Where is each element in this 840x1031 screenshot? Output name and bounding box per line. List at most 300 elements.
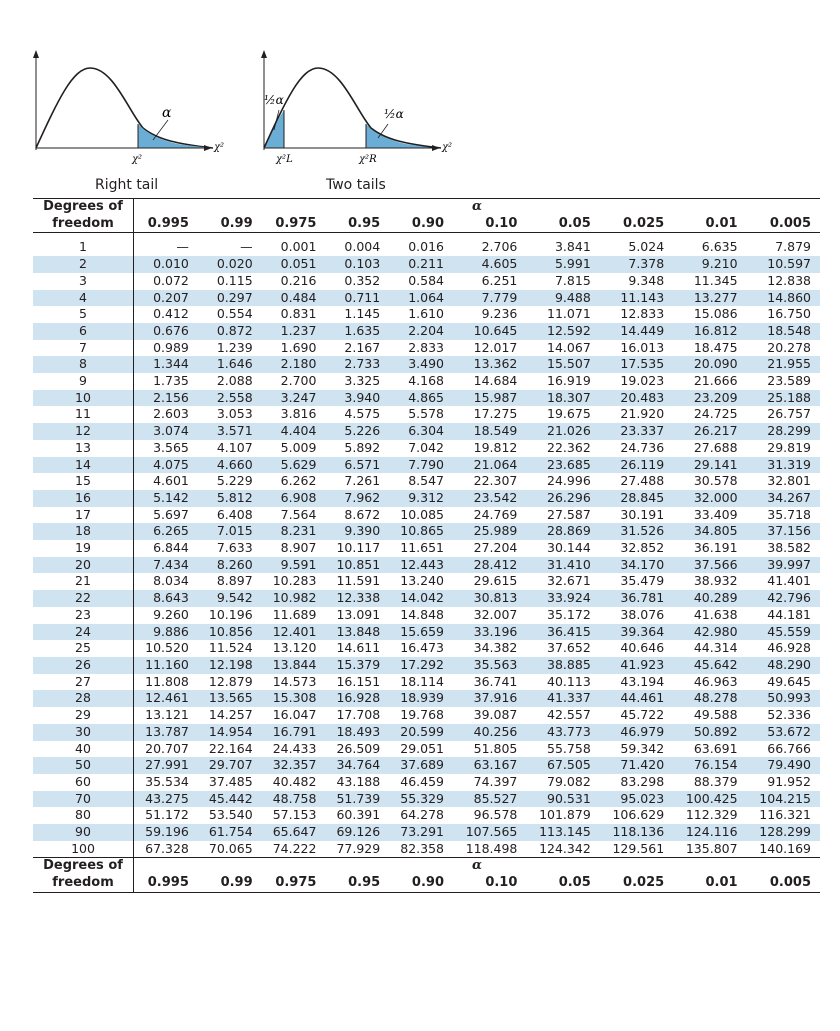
critical-value-cell: 10.865 xyxy=(389,523,453,540)
table-row xyxy=(33,674,820,691)
table-row xyxy=(33,707,820,724)
critical-value-cell: 53.540 xyxy=(208,807,253,823)
critical-value-cell: 10.085 xyxy=(400,506,444,522)
critical-value-cell: 3.490 xyxy=(389,356,453,373)
critical-value-cell: 20.278 xyxy=(767,339,811,355)
critical-value-cell: 4.660 xyxy=(198,457,262,474)
critical-value-cell: 7.879 xyxy=(775,239,811,255)
critical-value-cell: 26.509 xyxy=(336,740,381,756)
table-row xyxy=(33,607,820,624)
table-header-row-top xyxy=(33,199,820,216)
right-tail-caption: Right tail xyxy=(95,177,159,193)
critical-value-cell: 20.483 xyxy=(600,390,673,407)
degrees-of-freedom-cell: 16 xyxy=(33,490,134,507)
critical-value-cell: 7.779 xyxy=(453,290,526,307)
critical-value-cell: 10.196 xyxy=(208,606,253,622)
critical-value-cell: 45.442 xyxy=(198,791,262,808)
critical-value-cell: 23.542 xyxy=(453,490,526,507)
critical-value-cell: 1.344 xyxy=(134,356,198,373)
critical-value-cell: 16.919 xyxy=(547,373,591,389)
critical-value-cell: 82.358 xyxy=(400,840,444,856)
critical-value-cell: 7.564 xyxy=(280,506,317,522)
critical-value-cell: 129.561 xyxy=(612,840,665,856)
right-tail-figure xyxy=(28,40,268,180)
critical-value-cell: 14.067 xyxy=(547,339,591,355)
critical-value-cell: 1.690 xyxy=(280,339,317,355)
critical-value-cell: 14.257 xyxy=(208,707,253,723)
critical-value-cell: 0.216 xyxy=(280,272,317,288)
chi-square-table xyxy=(33,198,820,893)
table-row xyxy=(33,356,820,373)
critical-value-cell: 9.886 xyxy=(134,624,198,641)
degrees-of-freedom-cell: 28 xyxy=(33,690,134,707)
critical-value-cell: 0.584 xyxy=(408,272,444,288)
two-tails-right-critical-label: χ²R xyxy=(359,154,377,165)
degrees-of-freedom-cell: 24 xyxy=(33,624,134,641)
critical-value-cell: 55.758 xyxy=(547,740,591,756)
critical-value-cell: 7.962 xyxy=(325,490,389,507)
critical-value-cell: 1.239 xyxy=(216,339,253,355)
critical-value-cell: 118.136 xyxy=(600,824,673,841)
critical-value-cell: 16.151 xyxy=(336,673,381,689)
degrees-of-freedom-cell: 23 xyxy=(33,607,134,624)
critical-value-cell: 42.796 xyxy=(747,590,820,607)
degrees-of-freedom-cell: 26 xyxy=(33,657,134,674)
critical-value-cell: 48.758 xyxy=(262,791,326,808)
degrees-of-freedom-cell: 4 xyxy=(33,290,134,307)
table-row xyxy=(33,657,820,674)
table-row xyxy=(33,557,820,574)
critical-value-cell: 11.808 xyxy=(145,673,189,689)
critical-value-cell: 21.026 xyxy=(526,423,599,440)
critical-value-cell: 6.635 xyxy=(701,239,738,255)
critical-value-cell: 5.629 xyxy=(262,457,326,474)
degrees-of-freedom-cell: 80 xyxy=(33,807,134,824)
critical-value-cell: 50.892 xyxy=(673,724,746,741)
critical-value-cell: 135.807 xyxy=(685,840,738,856)
critical-value-cell: — xyxy=(176,239,189,255)
degrees-of-freedom-cell: 5 xyxy=(33,306,134,323)
critical-value-cell: 12.833 xyxy=(620,306,665,322)
critical-value-cell: 9.488 xyxy=(526,290,599,307)
critical-value-cell: 11.689 xyxy=(272,606,317,622)
critical-value-cell: 53.672 xyxy=(747,724,820,741)
alpha-column-header: 0.995 xyxy=(134,216,198,233)
critical-value-cell: 79.490 xyxy=(747,757,820,774)
critical-value-cell: 29.819 xyxy=(767,439,811,455)
critical-value-cell: 48.278 xyxy=(673,690,746,707)
critical-value-cell: 124.116 xyxy=(673,824,746,841)
degrees-of-freedom-cell: 11 xyxy=(33,406,134,423)
critical-value-cell: 5.812 xyxy=(198,490,262,507)
critical-value-cell: 0.103 xyxy=(325,256,389,273)
critical-value-cell: 37.916 xyxy=(453,690,526,707)
critical-value-cell: 32.801 xyxy=(767,473,811,489)
critical-value-cell: 24.736 xyxy=(620,439,665,455)
critical-value-cell: 3.325 xyxy=(344,373,381,389)
critical-value-cell: 39.364 xyxy=(600,624,673,641)
degrees-of-freedom-cell: 3 xyxy=(33,273,134,290)
critical-value-cell: 37.485 xyxy=(208,773,253,789)
critical-value-cell: 31.319 xyxy=(747,457,820,474)
alpha-column-header: 0.99 xyxy=(198,216,262,233)
critical-value-cell: 14.042 xyxy=(389,590,453,607)
degrees-of-freedom-cell: 60 xyxy=(33,774,134,791)
critical-value-cell: 27.991 xyxy=(134,757,198,774)
critical-value-cell: 12.401 xyxy=(262,624,326,641)
critical-value-cell: 1.735 xyxy=(153,373,189,389)
critical-value-cell: 26.217 xyxy=(673,423,746,440)
critical-value-cell: 85.527 xyxy=(453,791,526,808)
degrees-of-freedom-cell: 19 xyxy=(33,540,134,557)
critical-value-cell: 4.075 xyxy=(134,457,198,474)
critical-value-cell: 2.833 xyxy=(408,339,444,355)
critical-value-cell: 95.023 xyxy=(600,791,673,808)
critical-value-cell: 33.409 xyxy=(693,506,738,522)
critical-value-cell: 10.597 xyxy=(747,256,820,273)
table-row xyxy=(33,290,820,307)
table-row xyxy=(33,791,820,808)
critical-value-cell: 7.633 xyxy=(216,540,253,556)
critical-value-cell: 25.188 xyxy=(747,390,820,407)
critical-value-cell: 79.082 xyxy=(547,773,591,789)
critical-value-cell: 29.615 xyxy=(473,573,518,589)
critical-value-cell: 7.042 xyxy=(408,439,444,455)
alpha-column-header: 0.95 xyxy=(325,216,389,233)
critical-value-cell: 8.672 xyxy=(344,506,381,522)
critical-value-cell: 15.308 xyxy=(262,690,326,707)
critical-value-cell: 3.565 xyxy=(153,439,189,455)
critical-value-cell: 12.879 xyxy=(208,673,253,689)
two-tails-caption: Two tails xyxy=(326,177,386,193)
critical-value-cell: 13.120 xyxy=(272,640,317,656)
critical-value-cell: 30.578 xyxy=(693,473,738,489)
critical-value-cell: 30.144 xyxy=(547,540,591,556)
degrees-of-freedom-cell: 9 xyxy=(33,373,134,390)
two-tails-right-shade xyxy=(366,124,441,148)
degrees-of-freedom-cell: 29 xyxy=(33,707,134,724)
critical-value-cell: 41.401 xyxy=(767,573,811,589)
critical-value-cell: 18.493 xyxy=(325,724,389,741)
critical-value-cell: 5.697 xyxy=(153,506,189,522)
critical-value-cell: 46.963 xyxy=(693,673,738,689)
critical-value-cell: 35.479 xyxy=(620,573,665,589)
critical-value-cell: 12.443 xyxy=(389,557,453,574)
two-tails-left-critical-label: χ²L xyxy=(276,154,293,165)
two-tails-left-alpha-label: ½α xyxy=(264,93,284,107)
critical-value-cell: 17.275 xyxy=(473,406,518,422)
alpha-column-footer: 0.005 xyxy=(747,875,820,892)
critical-value-cell: 52.336 xyxy=(767,707,811,723)
critical-value-cell: 17.535 xyxy=(600,356,673,373)
critical-value-cell: 45.642 xyxy=(673,657,746,674)
critical-value-cell: 9.210 xyxy=(673,256,746,273)
critical-value-cell: 31.526 xyxy=(600,523,673,540)
critical-value-cell: 4.601 xyxy=(153,473,189,489)
critical-value-cell: 116.321 xyxy=(759,807,811,823)
critical-value-cell: 12.592 xyxy=(526,323,599,340)
critical-value-cell: 0.676 xyxy=(134,323,198,340)
degrees-of-freedom-cell: 70 xyxy=(33,791,134,808)
critical-value-cell: 10.982 xyxy=(262,590,326,607)
critical-value-cell: 118.498 xyxy=(465,840,518,856)
critical-value-cell: 29.051 xyxy=(400,740,444,756)
alpha-column-header: 0.10 xyxy=(453,216,526,233)
critical-value-cell: 8.547 xyxy=(408,473,444,489)
critical-value-cell: 19.675 xyxy=(547,406,591,422)
critical-value-cell: 36.191 xyxy=(693,540,738,556)
critical-value-cell: 14.954 xyxy=(198,724,262,741)
critical-value-cell: 11.524 xyxy=(208,640,253,656)
critical-value-cell: 11.345 xyxy=(693,272,738,288)
critical-value-cell: 41.923 xyxy=(600,657,673,674)
critical-value-cell: 49.645 xyxy=(767,673,811,689)
critical-value-cell: 128.299 xyxy=(747,824,820,841)
degrees-of-freedom-cell: 30 xyxy=(33,724,134,741)
critical-value-cell: 30.813 xyxy=(453,590,526,607)
critical-value-cell: 30.191 xyxy=(620,506,665,522)
critical-value-cell: 38.582 xyxy=(767,540,811,556)
critical-value-cell: 13.240 xyxy=(400,573,444,589)
critical-value-cell: 8.231 xyxy=(262,523,326,540)
critical-value-cell: 31.410 xyxy=(526,557,599,574)
critical-value-cell: 59.196 xyxy=(134,824,198,841)
critical-value-cell: 2.603 xyxy=(153,406,189,422)
critical-value-cell: 0.297 xyxy=(198,290,262,307)
critical-value-cell: 16.791 xyxy=(262,724,326,741)
critical-value-cell: 2.558 xyxy=(198,390,262,407)
critical-value-cell: 23.209 xyxy=(673,390,746,407)
critical-value-cell: 0.831 xyxy=(280,306,317,322)
critical-value-cell: 22.164 xyxy=(208,740,253,756)
critical-value-cell: 5.991 xyxy=(526,256,599,273)
critical-value-cell: 60.391 xyxy=(336,807,381,823)
critical-value-cell: 21.666 xyxy=(693,373,738,389)
critical-value-cell: 0.989 xyxy=(153,339,189,355)
critical-value-cell: 5.229 xyxy=(216,473,253,489)
critical-value-cell: 7.434 xyxy=(134,557,198,574)
critical-value-cell: 3.816 xyxy=(280,406,317,422)
critical-value-cell: 39.997 xyxy=(747,557,820,574)
critical-value-cell: 13.844 xyxy=(262,657,326,674)
critical-value-cell: 3.571 xyxy=(198,423,262,440)
critical-value-cell: 14.684 xyxy=(473,373,518,389)
critical-value-cell: 42.980 xyxy=(673,624,746,641)
critical-value-cell: 18.475 xyxy=(693,339,738,355)
critical-value-cell: 25.989 xyxy=(453,523,526,540)
critical-value-cell: 1.145 xyxy=(344,306,381,322)
alpha-column-footer: 0.95 xyxy=(325,875,389,892)
critical-value-cell: 43.188 xyxy=(336,773,381,789)
critical-value-cell: 34.267 xyxy=(747,490,820,507)
degrees-of-freedom-cell: 7 xyxy=(33,340,134,357)
two-tails-axis-label: χ² xyxy=(442,142,453,153)
critical-value-cell: 7.790 xyxy=(389,457,453,474)
critical-value-cell: 5.578 xyxy=(408,406,444,422)
degrees-of-freedom-cell: 1 xyxy=(33,233,134,256)
critical-value-cell: 3.074 xyxy=(134,423,198,440)
critical-value-cell: 0.412 xyxy=(153,306,189,322)
critical-value-cell: 10.117 xyxy=(336,540,381,556)
critical-value-cell: 64.278 xyxy=(400,807,444,823)
critical-value-cell: 8.643 xyxy=(134,590,198,607)
critical-value-cell: 10.283 xyxy=(272,573,317,589)
critical-value-cell: 46.928 xyxy=(767,640,811,656)
critical-value-cell: 23.337 xyxy=(600,423,673,440)
critical-value-cell: 14.848 xyxy=(400,606,444,622)
critical-value-cell: 5.024 xyxy=(628,239,665,255)
critical-value-cell: 29.707 xyxy=(198,757,262,774)
critical-value-cell: 40.482 xyxy=(272,773,317,789)
degrees-of-freedom-cell: 14 xyxy=(33,457,134,474)
critical-value-cell: 12.198 xyxy=(198,657,262,674)
critical-value-cell: 10.856 xyxy=(198,624,262,641)
critical-value-cell: 1.610 xyxy=(408,306,444,322)
critical-value-cell: 0.711 xyxy=(325,290,389,307)
critical-value-cell: 10.645 xyxy=(453,323,526,340)
critical-value-cell: 76.154 xyxy=(673,757,746,774)
critical-value-cell: 9.591 xyxy=(262,557,326,574)
critical-value-cell: 16.473 xyxy=(400,640,444,656)
critical-value-cell: 9.236 xyxy=(481,306,518,322)
table-row xyxy=(33,624,820,641)
critical-value-cell: 18.114 xyxy=(400,673,444,689)
critical-value-cell: 35.534 xyxy=(145,773,189,789)
critical-value-cell: 45.722 xyxy=(620,707,665,723)
alpha-column-footer: 0.99 xyxy=(198,875,262,892)
critical-value-cell: 51.739 xyxy=(325,791,389,808)
critical-value-cell: 4.605 xyxy=(453,256,526,273)
degrees-of-freedom-cell: 90 xyxy=(33,824,134,841)
degrees-of-freedom-cell: 22 xyxy=(33,590,134,607)
critical-value-cell: 12.461 xyxy=(134,690,198,707)
table-row xyxy=(33,757,820,774)
critical-value-cell: 6.408 xyxy=(216,506,253,522)
critical-value-cell: 0.115 xyxy=(216,272,253,288)
critical-value-cell: 0.001 xyxy=(280,239,317,255)
alpha-column-footer: 0.995 xyxy=(134,875,198,892)
critical-value-cell: 69.126 xyxy=(325,824,389,841)
alpha-header-symbol: α xyxy=(471,199,482,214)
critical-value-cell: 24.996 xyxy=(547,473,591,489)
table-row xyxy=(33,724,820,741)
critical-value-cell: 35.718 xyxy=(767,506,811,522)
table-footer-row-alpha xyxy=(33,875,820,892)
right-tail-alpha-label: α xyxy=(162,105,172,121)
degrees-of-freedom-cell: 8 xyxy=(33,356,134,373)
table-row xyxy=(33,423,820,440)
critical-value-cell: 34.170 xyxy=(600,557,673,574)
critical-value-cell: 41.337 xyxy=(526,690,599,707)
critical-value-cell: 4.404 xyxy=(262,423,326,440)
degrees-of-freedom-cell: 50 xyxy=(33,757,134,774)
table-header-row-alpha xyxy=(33,216,820,233)
critical-value-cell: 46.459 xyxy=(400,773,444,789)
critical-value-cell: — xyxy=(240,239,253,255)
critical-value-cell: 9.542 xyxy=(198,590,262,607)
critical-value-cell: 2.733 xyxy=(325,356,389,373)
critical-value-cell: 6.908 xyxy=(262,490,326,507)
critical-value-cell: 10.520 xyxy=(145,640,189,656)
critical-value-cell: 12.838 xyxy=(767,272,811,288)
critical-value-cell: 0.554 xyxy=(216,306,253,322)
critical-value-cell: 1.646 xyxy=(198,356,262,373)
alpha-column-footer: 0.975 xyxy=(262,875,326,892)
critical-value-cell: 7.815 xyxy=(554,272,591,288)
critical-value-cell: 6.571 xyxy=(325,457,389,474)
table-row xyxy=(33,457,820,474)
critical-value-cell: 44.181 xyxy=(767,606,811,622)
critical-value-cell: 27.488 xyxy=(620,473,665,489)
critical-value-cell: 13.362 xyxy=(453,356,526,373)
critical-value-cell: 18.307 xyxy=(526,390,599,407)
critical-value-cell: 0.004 xyxy=(344,239,381,255)
degrees-of-freedom-cell: 27 xyxy=(33,674,134,691)
critical-value-cell: 44.461 xyxy=(600,690,673,707)
critical-value-cell: 90.531 xyxy=(526,791,599,808)
table-row xyxy=(33,824,820,841)
critical-value-cell: 124.342 xyxy=(539,840,591,856)
two-tails-figure xyxy=(256,40,496,180)
critical-value-cell: 96.578 xyxy=(473,807,518,823)
critical-value-cell: 2.700 xyxy=(280,373,317,389)
critical-value-cell: 46.979 xyxy=(600,724,673,741)
critical-value-cell: 24.725 xyxy=(693,406,738,422)
critical-value-cell: 74.397 xyxy=(473,773,518,789)
degrees-of-freedom-cell: 18 xyxy=(33,523,134,540)
critical-value-cell: 32.852 xyxy=(620,540,665,556)
critical-value-cell: 10.851 xyxy=(325,557,389,574)
critical-value-cell: 1.237 xyxy=(262,323,326,340)
degrees-of-freedom-cell: 6 xyxy=(33,323,134,340)
critical-value-cell: 18.548 xyxy=(747,323,820,340)
critical-value-cell: 106.629 xyxy=(612,807,665,823)
critical-value-cell: 23.589 xyxy=(767,373,811,389)
critical-value-cell: 3.247 xyxy=(262,390,326,407)
critical-value-cell: 112.329 xyxy=(685,807,738,823)
critical-value-cell: 28.869 xyxy=(526,523,599,540)
critical-value-cell: 34.805 xyxy=(673,523,746,540)
alpha-column-header: 0.01 xyxy=(673,216,746,233)
critical-value-cell: 2.167 xyxy=(344,339,381,355)
table-row xyxy=(33,590,820,607)
critical-value-cell: 113.145 xyxy=(526,824,599,841)
table-body xyxy=(33,233,820,858)
critical-value-cell: 32.357 xyxy=(262,757,326,774)
critical-value-cell: 7.261 xyxy=(344,473,381,489)
degrees-of-freedom-cell: 25 xyxy=(33,640,134,657)
critical-value-cell: 33.924 xyxy=(526,590,599,607)
critical-value-cell: 101.879 xyxy=(539,807,591,823)
critical-value-cell: 32.007 xyxy=(473,606,518,622)
critical-value-cell: 2.706 xyxy=(481,239,518,255)
critical-value-cell: 40.256 xyxy=(453,724,526,741)
critical-value-cell: 100.425 xyxy=(673,791,746,808)
critical-value-cell: 36.781 xyxy=(600,590,673,607)
df-footer-line2: freedom xyxy=(33,875,134,892)
critical-value-cell: 14.860 xyxy=(747,290,820,307)
table-row xyxy=(33,340,820,357)
degrees-of-freedom-cell: 15 xyxy=(33,473,134,490)
critical-value-cell: 6.262 xyxy=(280,473,317,489)
alpha-footer-symbol: α xyxy=(471,858,482,874)
table-row xyxy=(33,306,820,323)
table-row xyxy=(33,523,820,540)
critical-value-cell: 63.691 xyxy=(693,740,738,756)
df-header-line2: freedom xyxy=(33,216,134,233)
critical-value-cell: 26.757 xyxy=(767,406,811,422)
table-row xyxy=(33,741,820,758)
